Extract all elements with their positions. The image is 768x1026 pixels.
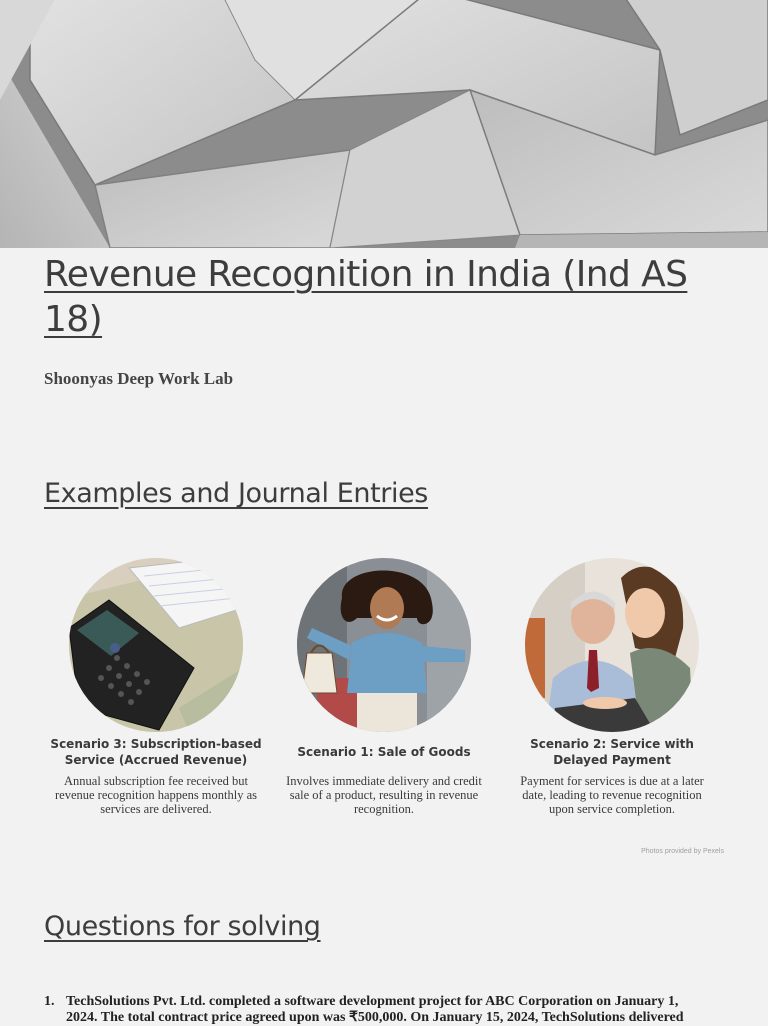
scenario-title: Scenario 2: Service with Delayed Payment: [530, 737, 694, 767]
scenario-title: Scenario 1: Sale of Goods: [297, 745, 471, 759]
woman-shopping-photo: [297, 558, 471, 732]
photo-credit: Photos provided by Pexels: [641, 848, 724, 855]
calculator-cash-photo: [69, 558, 243, 732]
scenario-description: Payment for services is due at a later date, leading to revenue recognition upon service completion.: [520, 774, 704, 816]
scenario-description: Annual subscription fee received but revenue recognition happens monthly as services are delivered.: [54, 774, 258, 816]
scenario-description: Involves immediate delivery and credit sale of a product, resulting in revenue recognition.: [286, 774, 482, 816]
question-number: 1.: [44, 994, 55, 1009]
hero-paper-image: [0, 0, 768, 248]
question-list: [44, 994, 704, 1026]
scenario-title: Scenario 3: Subscription-based Service (Accrued Revenue): [50, 737, 262, 767]
section-heading-questions: Questions for solving: [44, 911, 321, 942]
scenario-card-delayed-payment: [498, 558, 726, 816]
section-heading-examples: Examples and Journal Entries: [44, 478, 428, 509]
people-at-laptop-photo: [525, 558, 699, 732]
question-item: [44, 994, 704, 1026]
scenario-card-sale-of-goods: [270, 558, 498, 816]
scenario-card-subscription: [42, 558, 270, 816]
question-text: TechSolutions Pvt. Ltd. completed a software development project for ABC Corporation on January 1, 2024. The total contract price agreed upon was ₹500,000. On January 15, 2024, TechSolutions delivered: [66, 994, 684, 1025]
author-name: Shoonyas Deep Work Lab: [44, 369, 234, 388]
page-title: Revenue Recognition in India (Ind AS 18): [44, 254, 688, 340]
paper-sheets-illustration: [0, 0, 768, 248]
